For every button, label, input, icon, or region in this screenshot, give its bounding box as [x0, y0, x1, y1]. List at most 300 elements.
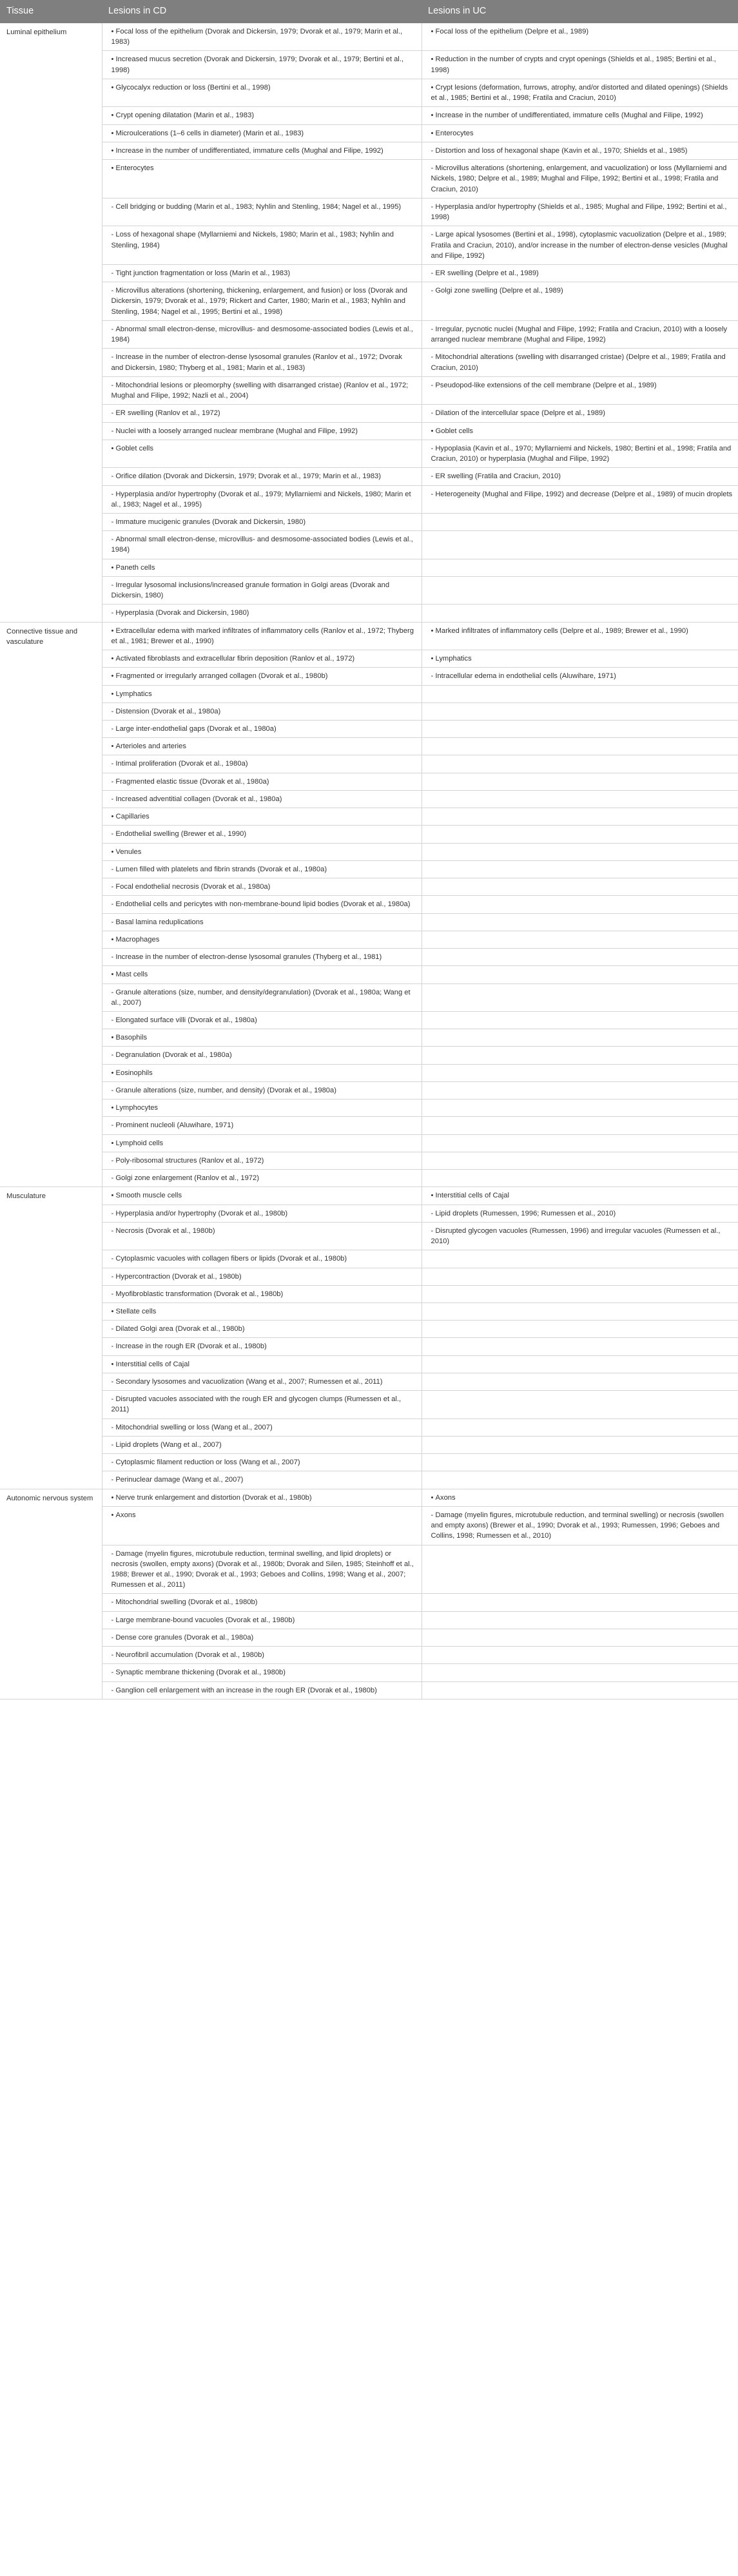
- table-row: [0, 1647, 738, 1664]
- cd-lesion-cell: [102, 160, 422, 199]
- uc-lesion-cell: [422, 1355, 738, 1373]
- bullet-item: • Activated fibroblasts and extracellular fibrin deposition (Ranlov et al., 1972): [112, 655, 355, 663]
- table-row: [0, 622, 738, 650]
- sub-item: - Granule alterations (size, number, and density/degranulation) (Dvorak et al., 1980a; Wang et al., 2007): [112, 989, 411, 1007]
- table-row: [0, 1134, 738, 1152]
- table-row: [0, 576, 738, 604]
- uc-lesion-cell: [422, 468, 738, 485]
- table-row: [0, 1064, 738, 1081]
- cd-lesion-cell: [102, 1664, 422, 1681]
- uc-lesion-cell: [422, 1489, 738, 1506]
- cd-lesion-cell: [102, 1355, 422, 1373]
- sub-item: - ER swelling (Delpre et al., 1989): [431, 269, 539, 277]
- cd-lesion-cell: [102, 966, 422, 983]
- uc-lesion-cell: [422, 1681, 738, 1699]
- table-row: [0, 685, 738, 702]
- sub-item: - Heterogeneity (Mughal and Filipe, 1992) and decrease (Delpre et al., 1989) of mucin droplets: [431, 490, 733, 498]
- bullet-item: • Macrophages: [112, 936, 160, 944]
- cd-lesion-cell: [102, 1629, 422, 1646]
- table-row: [0, 1187, 738, 1205]
- bullet-item: • Increase in the number of undifferentiated, immature cells (Mughal and Filipe, 1992): [431, 111, 703, 119]
- table-row: [0, 1436, 738, 1453]
- cd-lesion-cell: [102, 79, 422, 106]
- sub-item: - Disrupted vacuoles associated with the rough ER and glycogen clumps (Rumessen et al., 2011): [112, 1395, 402, 1413]
- sub-item: - Mitochondrial lesions or pleomorphy (swelling with disarranged cristae) (Ranlov et al., 1972; Mughal and Filipe, 1992; Nazli et al., 2004): [112, 382, 409, 400]
- table-row: [0, 1268, 738, 1285]
- cd-lesion-cell: [102, 485, 422, 513]
- cd-lesion-cell: [102, 1081, 422, 1099]
- cd-lesion-cell: [102, 843, 422, 860]
- sub-item: - Microvillus alterations (shortening, thickening, enlargement, and fusion) or loss (Dvorak and Dickersin, 1979; Dvorak et al., 1979; Rickert and Carter, 1980; Marin et al., 1983; Nyhlin and Stenling, 1984; Nagel et al., 1995; Bertini et al., 1998): [112, 287, 408, 315]
- sub-item: - Fragmented elastic tissue (Dvorak et al., 1980a): [112, 778, 269, 786]
- sub-item: - Large inter-endothelial gaps (Dvorak et al., 1980a): [112, 725, 277, 733]
- table-row: [0, 23, 738, 51]
- bullet-item: • Reduction in the number of crypts and crypt openings (Shields et al., 1985; Bertini et al., 1998): [431, 55, 716, 73]
- table-row: [0, 1471, 738, 1489]
- bullet-item: • Mast cells: [112, 971, 148, 978]
- sub-item: - Loss of hexagonal shape (Myllarniemi and Nickels, 1980; Marin et al., 1983; Nyhlin and Stenling, 1984): [112, 231, 394, 249]
- table-row: [0, 1355, 738, 1373]
- table-body: [0, 23, 738, 1699]
- table-row: [0, 531, 738, 559]
- uc-lesion-cell: [422, 860, 738, 878]
- uc-lesion-cell: [422, 440, 738, 467]
- bullet-item: • Goblet cells: [112, 445, 153, 452]
- cd-lesion-cell: [102, 576, 422, 604]
- uc-lesion-cell: [422, 282, 738, 321]
- table-row: [0, 513, 738, 530]
- sub-item: - Irregular lysosomal inclusions/increased granule formation in Golgi areas (Dvorak and Dickersin, 1980): [112, 581, 390, 599]
- sub-item: - Synaptic membrane thickening (Dvorak et al., 1980b): [112, 1669, 286, 1676]
- cd-lesion-cell: [102, 124, 422, 142]
- sub-item: - Elongated surface villi (Dvorak et al., 1980a): [112, 1016, 257, 1024]
- uc-lesion-cell: [422, 1117, 738, 1134]
- table-row: [0, 896, 738, 913]
- uc-lesion-cell: [422, 605, 738, 622]
- cd-lesion-cell: [102, 896, 422, 913]
- table-row: [0, 1170, 738, 1187]
- table-row: [0, 124, 738, 142]
- uc-lesion-cell: [422, 1321, 738, 1338]
- sub-item: - Increase in the number of electron-dense lysosomal granules (Ranlov et al., 1972; Dvorak and Dickersin, 1980; Thyberg et al., 1981; Marin et al., 1983): [112, 353, 402, 371]
- tissue-cell: Musculature: [0, 1187, 102, 1489]
- table-row: [0, 1250, 738, 1268]
- table-row: [0, 826, 738, 843]
- cd-lesion-cell: [102, 468, 422, 485]
- table-row: [0, 1029, 738, 1047]
- uc-lesion-cell: [422, 622, 738, 650]
- bullet-item: • Lymphatics: [431, 655, 472, 663]
- table-row: [0, 1611, 738, 1629]
- bullet-item: • Venules: [112, 848, 142, 856]
- cd-lesion-cell: [102, 405, 422, 422]
- table-row: [0, 51, 738, 79]
- cd-lesion-cell: [102, 198, 422, 226]
- table-row: [0, 1285, 738, 1303]
- cd-lesion-cell: [102, 808, 422, 826]
- cd-lesion-cell: [102, 1170, 422, 1187]
- uc-lesion-cell: [422, 738, 738, 755]
- bullet-item: • Crypt opening dilatation (Marin et al., 1983): [112, 111, 255, 119]
- cd-lesion-cell: [102, 755, 422, 773]
- cd-lesion-cell: [102, 1338, 422, 1355]
- bullet-item: • Eosinophils: [112, 1069, 153, 1077]
- sub-item: - Disrupted glycogen vacuoles (Rumessen, 1996) and irregular vacuoles (Rumessen et al., 2010): [431, 1227, 721, 1245]
- uc-lesion-cell: [422, 1338, 738, 1355]
- table-row: [0, 264, 738, 282]
- sub-item: - Neurofibril accumulation (Dvorak et al., 1980b): [112, 1651, 265, 1659]
- cd-lesion-cell: [102, 1594, 422, 1611]
- table-row: [0, 320, 738, 348]
- cd-lesion-cell: [102, 1099, 422, 1117]
- uc-lesion-cell: [422, 1664, 738, 1681]
- uc-lesion-cell: [422, 1029, 738, 1047]
- cd-lesion-cell: [102, 826, 422, 843]
- sub-item: - Focal endothelial necrosis (Dvorak et al., 1980a): [112, 883, 271, 891]
- sub-item: - Hypercontraction (Dvorak et al., 1980b): [112, 1273, 242, 1281]
- bullet-item: • Increase in the number of undifferentiated, immature cells (Mughal and Filipe, 1992): [112, 147, 384, 155]
- cd-lesion-cell: [102, 1187, 422, 1205]
- sub-item: - Pseudopod-like extensions of the cell membrane (Delpre et al., 1989): [431, 382, 657, 389]
- cd-lesion-cell: [102, 559, 422, 576]
- table-row: [0, 376, 738, 404]
- cd-lesion-cell: [102, 1134, 422, 1152]
- table-row: [0, 1152, 738, 1169]
- cd-lesion-cell: [102, 1373, 422, 1390]
- cd-lesion-cell: [102, 668, 422, 685]
- bullet-item: • Interstitial cells of Cajal: [112, 1361, 189, 1368]
- cd-lesion-cell: [102, 1321, 422, 1338]
- sub-item: - Basal lamina reduplications: [112, 918, 204, 926]
- cd-lesion-cell: [102, 1471, 422, 1489]
- cd-lesion-cell: [102, 650, 422, 668]
- cd-lesion-cell: [102, 1391, 422, 1419]
- sub-item: - Large apical lysosomes (Bertini et al., 1998), cytoplasmic vacuolization (Delpre et al., 1989; Fratila and Craciun, 2010), and/or increase in the number of electron-dense vesicles (Mughal and Filipe, 1992): [431, 231, 728, 259]
- cd-lesion-cell: [102, 1489, 422, 1506]
- uc-lesion-cell: [422, 1647, 738, 1664]
- sub-item: - Mitochondrial swelling (Dvorak et al., 1980b): [112, 1598, 258, 1606]
- uc-lesion-cell: [422, 23, 738, 51]
- uc-lesion-cell: [422, 1152, 738, 1169]
- uc-lesion-cell: [422, 1506, 738, 1545]
- table-row: [0, 1205, 738, 1222]
- cd-lesion-cell: [102, 1012, 422, 1029]
- bullet-item: • Paneth cells: [112, 564, 155, 572]
- uc-lesion-cell: [422, 1594, 738, 1611]
- table-row: [0, 1303, 738, 1320]
- sub-item: - Lipid droplets (Wang et al., 2007): [112, 1441, 222, 1449]
- table-row: [0, 1664, 738, 1681]
- table-row: [0, 843, 738, 860]
- table-row: [0, 282, 738, 321]
- cd-lesion-cell: [102, 107, 422, 124]
- sub-item: - Increase in the number of electron-dense lysosomal granules (Thyberg et al., 1981): [112, 953, 382, 961]
- bullet-item: • Marked infiltrates of inflammatory cells (Delpre et al., 1989; Brewer et al., 1990): [431, 627, 688, 635]
- cd-lesion-cell: [102, 1681, 422, 1699]
- table-row: [0, 931, 738, 948]
- uc-lesion-cell: [422, 702, 738, 720]
- cd-lesion-cell: [102, 738, 422, 755]
- header-row: [0, 0, 738, 23]
- uc-lesion-cell: [422, 1629, 738, 1646]
- tissue-cell: Connective tissue and vasculature: [0, 622, 102, 1187]
- sub-item: - Orifice dilation (Dvorak and Dickersin, 1979; Dvorak et al., 1979; Marin et al., 1983): [112, 472, 382, 480]
- sub-item: - Increase in the rough ER (Dvorak et al., 1980b): [112, 1342, 267, 1350]
- cd-lesion-cell: [102, 1268, 422, 1285]
- sub-item: - Cytoplasmic filament reduction or loss (Wang et al., 2007): [112, 1458, 300, 1466]
- bullet-item: • Lymphatics: [112, 690, 152, 698]
- table-row: [0, 878, 738, 896]
- cd-lesion-cell: [102, 1047, 422, 1064]
- bullet-item: • Microulcerations (1–6 cells in diameter) (Marin et al., 1983): [112, 130, 304, 137]
- cd-lesion-cell: [102, 1029, 422, 1047]
- sub-item: - Lipid droplets (Rumessen, 1996; Rumessen et al., 2010): [431, 1210, 616, 1217]
- sub-item: - Secondary lysosomes and vacuolization (Wang et al., 2007; Rumessen et al., 2011): [112, 1378, 383, 1386]
- cd-lesion-cell: [102, 422, 422, 440]
- bullet-item: • Lymphocytes: [112, 1104, 159, 1112]
- sub-item: - Degranulation (Dvorak et al., 1980a): [112, 1051, 232, 1059]
- uc-lesion-cell: [422, 650, 738, 668]
- sub-item: - Endothelial swelling (Brewer et al., 1990): [112, 830, 247, 838]
- table-row: [0, 1012, 738, 1029]
- table-row: [0, 468, 738, 485]
- table-row: [0, 142, 738, 159]
- uc-lesion-cell: [422, 124, 738, 142]
- sub-item: - Dense core granules (Dvorak et al., 1980a): [112, 1634, 254, 1641]
- bullet-item: • Enterocytes: [431, 130, 474, 137]
- cd-lesion-cell: [102, 226, 422, 265]
- table-row: [0, 79, 738, 106]
- sub-item: - Intimal proliferation (Dvorak et al., 1980a): [112, 760, 248, 768]
- uc-lesion-cell: [422, 843, 738, 860]
- uc-lesion-cell: [422, 1436, 738, 1453]
- sub-item: - Prominent nucleoli (Aluwihare, 1971): [112, 1121, 234, 1129]
- cd-lesion-cell: [102, 376, 422, 404]
- table-row: [0, 738, 738, 755]
- table-row: [0, 226, 738, 265]
- bullet-item: • Axons: [431, 1494, 456, 1502]
- cd-lesion-cell: [102, 1117, 422, 1134]
- sub-item: - Perinuclear damage (Wang et al., 2007): [112, 1476, 244, 1484]
- sub-item: - Endothelial cells and pericytes with non-membrane-bound lipid bodies (Dvorak et al., 1980a): [112, 900, 411, 908]
- sub-item: - Ganglion cell enlargement with an increase in the rough ER (Dvorak et al., 1980b): [112, 1687, 377, 1694]
- header-lesions-uc: Lesions in UC: [422, 0, 738, 23]
- table-row: [0, 1373, 738, 1390]
- cd-lesion-cell: [102, 1506, 422, 1545]
- cd-lesion-cell: [102, 878, 422, 896]
- cd-lesion-cell: [102, 983, 422, 1011]
- table-row: [0, 790, 738, 808]
- table-row: [0, 966, 738, 983]
- cd-lesion-cell: [102, 1285, 422, 1303]
- sub-item: - Golgi zone enlargement (Ranlov et al., 1972): [112, 1174, 259, 1182]
- table-row: [0, 755, 738, 773]
- table-row: [0, 1629, 738, 1646]
- uc-lesion-cell: [422, 376, 738, 404]
- bullet-item: • Goblet cells: [431, 427, 473, 435]
- sub-item: - Cytoplasmic vacuoles with collagen fibers or lipids (Dvorak et al., 1980b): [112, 1255, 347, 1263]
- bullet-item: • Increased mucus secretion (Dvorak and Dickersin, 1979; Dvorak et al., 1979; Bertini et al., 1998): [112, 55, 404, 73]
- uc-lesion-cell: [422, 685, 738, 702]
- bullet-item: • Focal loss of the epithelium (Delpre et al., 1989): [431, 28, 589, 35]
- table-row: [0, 1391, 738, 1419]
- sub-item: - Nuclei with a loosely arranged nuclear membrane (Mughal and Filipe, 1992): [112, 427, 358, 435]
- table-row: [0, 983, 738, 1011]
- table-row: [0, 1099, 738, 1117]
- table-row: [0, 721, 738, 738]
- table-row: [0, 605, 738, 622]
- uc-lesion-cell: [422, 1250, 738, 1268]
- bullet-item: • Smooth muscle cells: [112, 1192, 182, 1199]
- uc-lesion-cell: [422, 559, 738, 576]
- sub-item: - Damage (myelin figures, microtubule reduction, terminal swelling, and lipid droplets) or necrosis (swollen, empty axons) (Dvorak et al., 1980b; Dvorak and Silen, 1985; Steinhoff et al., 1988; Brewer et al., 1990; Dvorak et al., 1993; Geboes and Collins, 1998; Wang et al., 2007; Rumessen et al., 2011): [112, 1550, 414, 1589]
- cd-lesion-cell: [102, 913, 422, 931]
- sub-item: - Poly-ribosomal structures (Ranlov et al., 1972): [112, 1157, 264, 1165]
- sub-item: - Golgi zone swelling (Delpre et al., 1989): [431, 287, 563, 295]
- cd-lesion-cell: [102, 264, 422, 282]
- sub-item: - Damage (myelin figures, microtubule reduction, and terminal swelling) or necrosis (swollen and empty axons) (Brewer et al., 1990; Dvorak et al., 1993; Rumessen, 1996; Geboes and Collins, 1998; Rumessen et al., 2010): [431, 1511, 724, 1540]
- table-row: [0, 160, 738, 199]
- cd-lesion-cell: [102, 51, 422, 79]
- header-lesions-cd: Lesions in CD: [102, 0, 422, 23]
- sub-item: - Microvillus alterations (shortening, enlargement, and vacuolization) or loss (Myllarniemi and Nickels, 1980; Delpre et al., 1989; Mughal and Filipe, 1992; Bertini et al., 1998; Fratila and Craciun, 2010): [431, 164, 727, 193]
- table-row: [0, 1594, 738, 1611]
- cd-lesion-cell: [102, 1647, 422, 1664]
- sub-item: - Tight junction fragmentation or loss (Marin et al., 1983): [112, 269, 291, 277]
- uc-lesion-cell: [422, 949, 738, 966]
- uc-lesion-cell: [422, 107, 738, 124]
- uc-lesion-cell: [422, 1268, 738, 1285]
- cd-lesion-cell: [102, 531, 422, 559]
- uc-lesion-cell: [422, 931, 738, 948]
- uc-lesion-cell: [422, 896, 738, 913]
- uc-lesion-cell: [422, 1471, 738, 1489]
- sub-item: - Mitochondrial swelling or loss (Wang et al., 2007): [112, 1424, 273, 1431]
- uc-lesion-cell: [422, 531, 738, 559]
- sub-item: - Necrosis (Dvorak et al., 1980b): [112, 1227, 215, 1235]
- uc-lesion-cell: [422, 913, 738, 931]
- cd-lesion-cell: [102, 931, 422, 948]
- table-row: [0, 559, 738, 576]
- table-row: [0, 485, 738, 513]
- cd-lesion-cell: [102, 702, 422, 720]
- sub-item: - Irregular, pycnotic nuclei (Mughal and Filipe, 1992; Fratila and Craciun, 2010) with a loosely arranged nuclear membrane (Mughal and Filipe, 1992): [431, 325, 728, 344]
- cd-lesion-cell: [102, 282, 422, 321]
- uc-lesion-cell: [422, 198, 738, 226]
- uc-lesion-cell: [422, 1064, 738, 1081]
- header-tissue: Tissue: [0, 0, 102, 23]
- sub-item: - Lumen filled with platelets and fibrin strands (Dvorak et al., 1980a): [112, 866, 327, 873]
- cd-lesion-cell: [102, 513, 422, 530]
- uc-lesion-cell: [422, 1012, 738, 1029]
- table-row: [0, 440, 738, 467]
- uc-lesion-cell: [422, 320, 738, 348]
- uc-lesion-cell: [422, 1611, 738, 1629]
- cd-lesion-cell: [102, 860, 422, 878]
- sub-item: - Distension (Dvorak et al., 1980a): [112, 708, 221, 715]
- uc-lesion-cell: [422, 966, 738, 983]
- table-row: [0, 422, 738, 440]
- uc-lesion-cell: [422, 226, 738, 265]
- cd-lesion-cell: [102, 1545, 422, 1594]
- uc-lesion-cell: [422, 264, 738, 282]
- table-row: [0, 1454, 738, 1471]
- cd-lesion-cell: [102, 1064, 422, 1081]
- cd-lesion-cell: [102, 773, 422, 790]
- uc-lesion-cell: [422, 79, 738, 106]
- cd-lesion-cell: [102, 721, 422, 738]
- bullet-item: • Focal loss of the epithelium (Dvorak and Dickersin, 1979; Dvorak et al., 1979; Marin et al., 1983): [112, 28, 403, 46]
- table-row: [0, 198, 738, 226]
- uc-lesion-cell: [422, 826, 738, 843]
- table-row: [0, 1321, 738, 1338]
- uc-lesion-cell: [422, 755, 738, 773]
- sub-item: - Myofibroblastic transformation (Dvorak et al., 1980b): [112, 1290, 284, 1298]
- uc-lesion-cell: [422, 485, 738, 513]
- uc-lesion-cell: [422, 983, 738, 1011]
- uc-lesion-cell: [422, 1373, 738, 1390]
- table-row: [0, 913, 738, 931]
- sub-item: - Large membrane-bound vacuoles (Dvorak et al., 1980b): [112, 1616, 295, 1624]
- table-row: [0, 702, 738, 720]
- table-row: [0, 668, 738, 685]
- sub-item: - Increased adventitial collagen (Dvorak et al., 1980a): [112, 795, 282, 803]
- uc-lesion-cell: [422, 349, 738, 376]
- uc-lesion-cell: [422, 1205, 738, 1222]
- sub-item: - Hyperplasia (Dvorak and Dickersin, 1980): [112, 609, 249, 617]
- uc-lesion-cell: [422, 1391, 738, 1419]
- tissue-cell: Luminal epithelium: [0, 23, 102, 622]
- bullet-item: • Nerve trunk enlargement and distortion (Dvorak et al., 1980b): [112, 1494, 312, 1502]
- table-row: [0, 1506, 738, 1545]
- cd-lesion-cell: [102, 320, 422, 348]
- sub-item: - Hyperplasia and/or hypertrophy (Dvorak et al., 1979; Myllarniemi and Nickels, 1980; Marin et al., 1983; Nagel et al., 1995): [112, 490, 411, 508]
- table-row: [0, 1419, 738, 1436]
- cd-lesion-cell: [102, 23, 422, 51]
- uc-lesion-cell: [422, 1187, 738, 1205]
- cd-lesion-cell: [102, 685, 422, 702]
- cd-lesion-cell: [102, 1419, 422, 1436]
- bullet-item: • Axons: [112, 1511, 136, 1519]
- bullet-item: • Basophils: [112, 1034, 148, 1041]
- uc-lesion-cell: [422, 1222, 738, 1250]
- cd-lesion-cell: [102, 1611, 422, 1629]
- sub-item: - ER swelling (Ranlov et al., 1972): [112, 409, 220, 417]
- table-row: [0, 949, 738, 966]
- sub-item: - Hyperplasia and/or hypertrophy (Dvorak et al., 1980b): [112, 1210, 288, 1217]
- uc-lesion-cell: [422, 1170, 738, 1187]
- table-row: [0, 405, 738, 422]
- bullet-item: • Fragmented or irregularly arranged collagen (Dvorak et al., 1980b): [112, 672, 328, 680]
- sub-item: - Dilated Golgi area (Dvorak et al., 1980b): [112, 1325, 245, 1333]
- cd-lesion-cell: [102, 622, 422, 650]
- sub-item: - Distortion and loss of hexagonal shape (Kavin et al., 1970; Shields et al., 1985): [431, 147, 688, 155]
- uc-lesion-cell: [422, 1134, 738, 1152]
- cd-lesion-cell: [102, 949, 422, 966]
- table-row: [0, 1681, 738, 1699]
- uc-lesion-cell: [422, 51, 738, 79]
- uc-lesion-cell: [422, 1081, 738, 1099]
- cd-lesion-cell: [102, 1436, 422, 1453]
- bullet-item: • Crypt lesions (deformation, furrows, atrophy, and/or distorted and dilated openings) (Shields et al., 1985; Bertini et al., 1998; Fratila and Craciun, 2010): [431, 84, 728, 102]
- table-row: [0, 860, 738, 878]
- bullet-item: • Glycocalyx reduction or loss (Bertini et al., 1998): [112, 84, 271, 92]
- uc-lesion-cell: [422, 1285, 738, 1303]
- uc-lesion-cell: [422, 160, 738, 199]
- table-row: [0, 773, 738, 790]
- uc-lesion-cell: [422, 1099, 738, 1117]
- uc-lesion-cell: [422, 1454, 738, 1471]
